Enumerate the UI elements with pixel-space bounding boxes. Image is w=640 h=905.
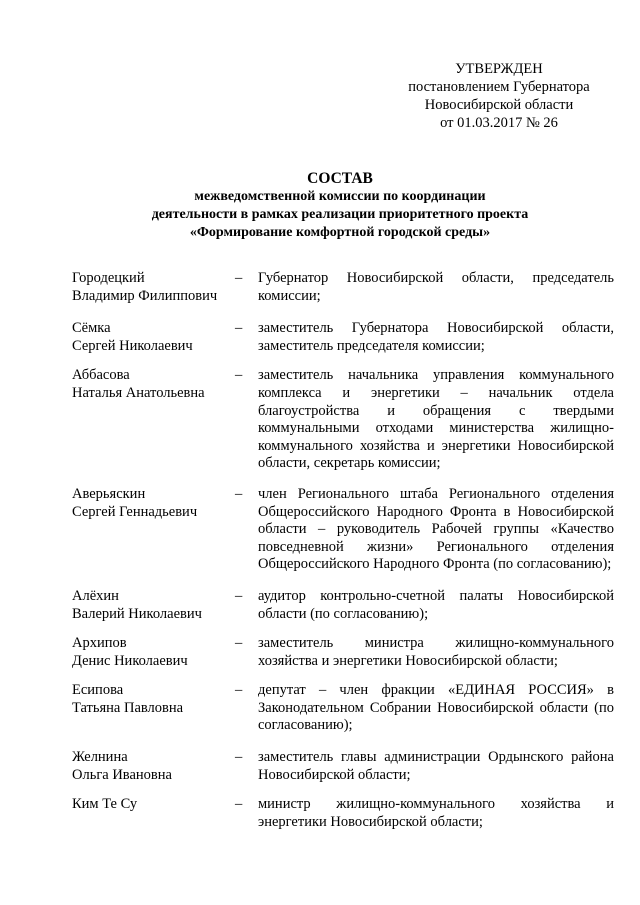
member-role: министр жилищно-коммунального хозяйства и энергетики Новосибирской области; (258, 796, 614, 830)
member-row (72, 588, 614, 623)
member-role: член Регионального штаба Регионального отделения Общероссийского Народного Фронта в Новосибирской области – руководитель Рабочей группы «Качество повседневной жизни» Регионального отделения Общероссийского Народного Фронта (по согласованию); (258, 485, 614, 573)
member-dash: – (235, 320, 243, 337)
member-row (72, 682, 614, 735)
member-name (72, 588, 235, 623)
member-given-name: Татьяна Павловна (72, 699, 184, 716)
member-surname: Есипова (72, 682, 124, 699)
member-surname: Желнина (72, 749, 128, 766)
member-dash: – (235, 270, 243, 286)
member-row (72, 796, 614, 831)
member-name (72, 682, 235, 735)
member-given-name: Сергей Геннадьевич (72, 503, 198, 520)
member-row (72, 749, 614, 784)
member-surname: Аверьяскин (72, 485, 146, 502)
member-given-name: Валерий Николаевич (72, 605, 202, 622)
member-surname: Ким Те Су (72, 796, 138, 813)
document-heading (60, 170, 620, 242)
member-name (72, 635, 235, 670)
member-role: депутат – член фракции «ЕДИНАЯ РОССИЯ» в Законодательном Собрании Новосибирской области (по согласованию); (258, 682, 614, 734)
member-dash: – (235, 587, 243, 604)
member-given-name: Денис Николаевич (72, 652, 188, 669)
member-row (72, 635, 614, 670)
member-given-name: Наталья Анатольевна (72, 384, 205, 401)
approval-title: УТВЕРЖДЕН (455, 61, 543, 77)
approval-date-number: от 01.03.2017 № 26 (440, 115, 558, 131)
member-role: заместитель главы администрации Ордынского района Новосибирской области; (258, 749, 614, 783)
member-surname: Городецкий (72, 270, 145, 286)
member-surname: Алёхин (72, 587, 119, 604)
approval-resolution: постановлением Губернатора (408, 79, 590, 95)
member-role: заместитель Губернатора Новосибирской области, заместитель председателя комиссии; (258, 320, 614, 354)
member-name (72, 796, 235, 831)
member-given-name: Ольга Ивановна (72, 766, 172, 783)
member-dash: – (235, 485, 243, 502)
member-surname: Сёмка (72, 320, 111, 337)
heading-line-1: межведомственной комиссии по координации (194, 189, 486, 204)
member-role: заместитель министра жилищно-коммунального хозяйства и энергетики Новосибирской области; (258, 635, 614, 669)
member-name (72, 320, 235, 355)
member-surname: Аббасова (72, 367, 130, 384)
member-name (72, 486, 235, 574)
member-name (72, 367, 235, 473)
member-given-name: Сергей Николаевич (72, 337, 193, 354)
member-role: заместитель начальника управления коммунального комплекса и энергетики – начальник отдела благоустройства и обращения с твердыми коммунальными отходами министерства жилищно-коммунального хозяйства и энергетики Новосибирской области, секретарь комиссии; (258, 367, 614, 472)
member-row (72, 367, 614, 473)
approval-stamp (378, 60, 620, 132)
member-dash: – (235, 796, 243, 813)
heading-line-3: «Формирование комфортной городской среды» (189, 225, 491, 240)
member-given-name: Владимир Филиппович (72, 287, 218, 304)
member-row (72, 486, 614, 574)
document-title: СОСТАВ (307, 170, 373, 187)
heading-line-2: деятельности в рамках реализации приоритетного проекта (151, 207, 529, 222)
approval-region: Новосибирской области (424, 97, 574, 113)
member-role: Губернатор Новосибирской области, председатель комиссии; (258, 270, 614, 304)
member-dash: – (235, 682, 243, 699)
member-dash: – (235, 367, 243, 384)
member-row (72, 270, 614, 305)
member-surname: Архипов (72, 635, 127, 652)
members-list (72, 270, 614, 831)
member-role: аудитор контрольно-счетной палаты Новосибирской области (по согласованию); (258, 587, 614, 622)
member-name (72, 749, 235, 784)
member-row (72, 320, 614, 355)
member-dash: – (235, 635, 243, 652)
member-dash: – (235, 749, 243, 766)
member-name (72, 270, 235, 305)
